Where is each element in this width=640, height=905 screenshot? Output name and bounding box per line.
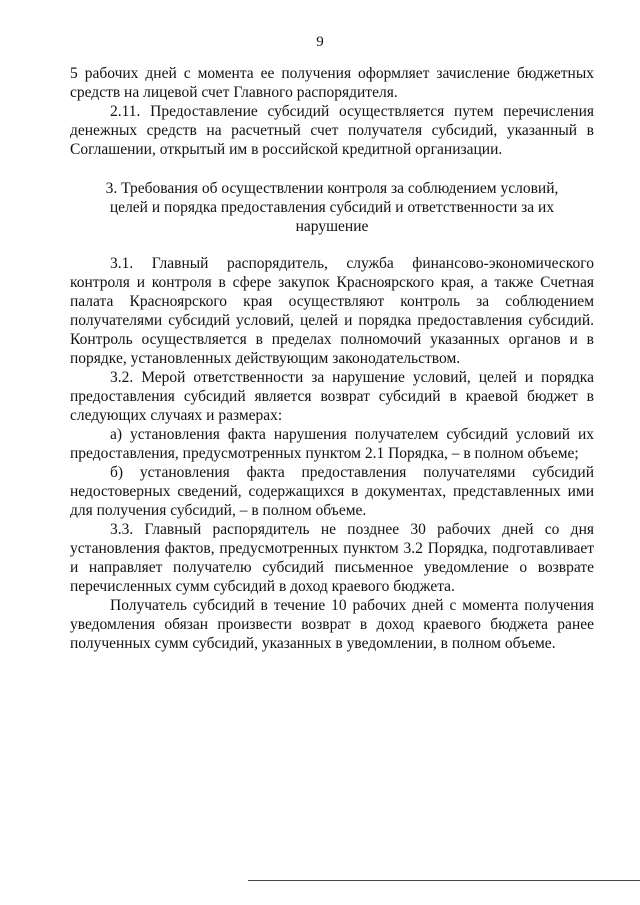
- paragraph-continuation: 5 рабочих дней с момента ее получения оформляет зачисление бюджетных средств на лицевой счет Главного распорядителя.: [70, 65, 594, 101]
- paragraph-3-2-a: а) установления факта нарушения получателем субсидий условий их предоставления, предусмотренных пунктом 2.1 Порядка, – в полном объеме;: [70, 426, 594, 462]
- section-3-heading: 3. Требования об осуществлении контроля за соблюдением условий, целей и порядка предоставления субсидий и ответственности за их нарушение: [105, 180, 559, 235]
- footer-rule: [248, 880, 640, 881]
- paragraph-3-2: 3.2. Мерой ответственности за нарушение условий, целей и порядка предоставления субсидий является возврат субсидий в краевой бюджет в следующих случаях и размерах:: [70, 369, 594, 424]
- paragraph-3-1: 3.1. Главный распорядитель, служба финансово-экономического контроля и контроля в сфере закупок Красноярского края, а также Счетная палата Красноярского края осуществляют контроль за соблюдением получателями субсидий условий, целей и порядка предоставления субсидий. Контроль осуществляется в пределах полномочий указанных органов и в порядке, установленных действующим законодательством.: [70, 255, 594, 367]
- page-number: 9: [316, 34, 324, 50]
- paragraph-3-2-b: б) установления факта предоставления получателями субсидий недостоверных сведений, содержащихся в документах, представленных ими для получения субсидий, – в полном объеме.: [70, 464, 594, 519]
- paragraph-3-3: 3.3. Главный распорядитель не позднее 30 рабочих дней со дня установления фактов, предусмотренных пунктом 3.2 Порядка, подготавливает и направляет получателю субсидий письменное уведомление о возврате перечисленных сумм субсидий в доход краевого бюджета.: [70, 521, 594, 595]
- document-body: [70, 64, 594, 653]
- paragraph-2-11: 2.11. Предоставление субсидий осуществляется путем перечисления денежных средств на расчетный счет получателя субсидий, указанный в Соглашении, открытый им в российской кредитной организации.: [70, 103, 594, 158]
- paragraph-refund: Получатель субсидий в течение 10 рабочих дней с момента получения уведомления обязан произвести возврат в доход краевого бюджета ранее полученных сумм субсидий, указанных в уведомлении, в полном объеме.: [70, 597, 594, 652]
